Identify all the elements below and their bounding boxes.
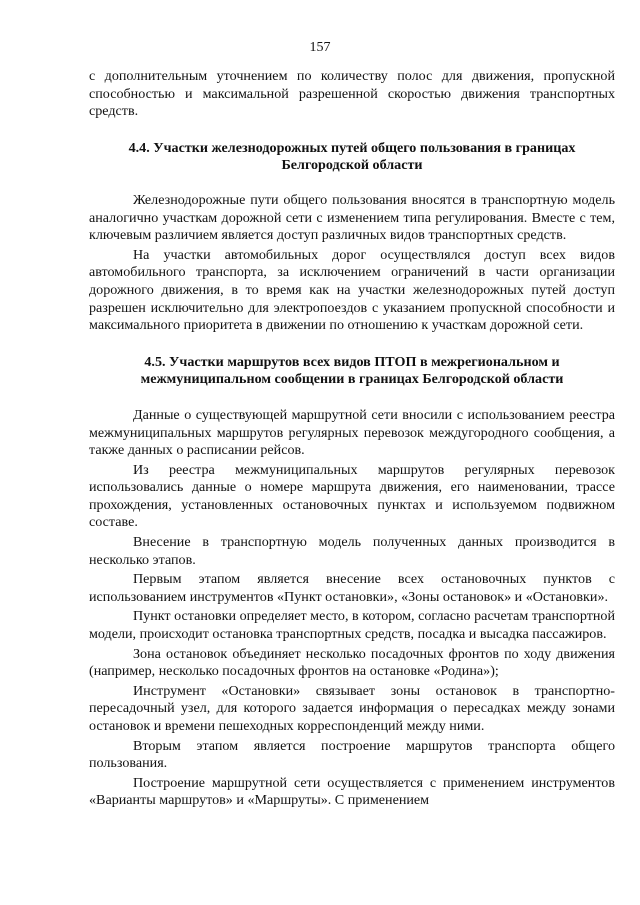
section-4-5-paragraph-9: Построение маршрутной сети осуществляется с применением инструментов «Варианты маршрутов» и «Маршруты». С применением <box>89 774 615 809</box>
section-4-4-paragraph-2: На участки автомобильных дорог осуществлялся доступ всех видов автомобильного транспорта, за исключением ограничений в части организации дорожного движения, в то время как на участки железнодорожных путей доступ разрешен исключительно для электропоездов с указанием пропускной способности и максимального приоритета в движении по отношению к участкам дорожной сети. <box>89 246 615 334</box>
section-4-5-paragraph-8: Вторым этапом является построение маршрутов транспорта общего пользования. <box>89 737 615 772</box>
page-content <box>89 68 615 810</box>
section-heading-4-4: 4.4. Участки железнодорожных путей общего пользования в границах Белгородской области <box>128 139 576 174</box>
section-4-5-paragraph-7: Инструмент «Остановки» связывает зоны остановок в транспортно-пересадочный узел, для которого задается информация о пересадках между зонами остановок и времени пешеходных корреспонденций между ними. <box>89 682 615 734</box>
page-number: 157 <box>309 40 331 55</box>
section-4-5-paragraph-2: Из реестра межмуниципальных маршрутов регулярных перевозок использовались данные о номере маршрута движения, его наименовании, трассе прохождения, установленных остановочных пунктах и используемом подвижном составе. <box>89 461 615 531</box>
section-4-5-paragraph-4: Первым этапом является внесение всех остановочных пунктов с использованием инструментов «Пункт остановки», «Зоны остановок» и «Остановки». <box>89 571 615 605</box>
section-4-5-paragraph-6: Зона остановок объединяет несколько посадочных фронтов по ходу движения (например, несколько посадочных фронтов на остановке «Родина»); <box>89 645 615 680</box>
section-4-5-paragraph-3: Внесение в транспортную модель полученных данных производится в несколько этапов. <box>89 534 615 568</box>
section-4-5-paragraph-5: Пункт остановки определяет место, в котором, согласно расчетам транспортной модели, происходит остановка транспортных средств, посадка и высадка пассажиров. <box>89 608 615 643</box>
section-4-4-paragraph-1: Железнодорожные пути общего пользования вносятся в транспортную модель аналогично участкам дорожной сети с изменением типа регулирования. Вместе с тем, ключевым различием является доступ различных видов транспортных средств. <box>89 191 615 244</box>
continuation-paragraph: с дополнительным уточнением по количеству полос для движения, пропускной способностью и максимальной разрешенной скоростью движения транспортных средств. <box>89 68 615 120</box>
section-heading-4-5: 4.5. Участки маршрутов всех видов ПТОП в межрегиональном и межмуниципальном сообщении в границах Белгородской области <box>140 353 564 388</box>
section-4-5-paragraph-1: Данные о существующей маршрутной сети вносили с использованием реестра межмуниципальных маршрутов регулярных перевозок междугородного сообщения, а также данных о расписании рейсов. <box>89 406 615 459</box>
